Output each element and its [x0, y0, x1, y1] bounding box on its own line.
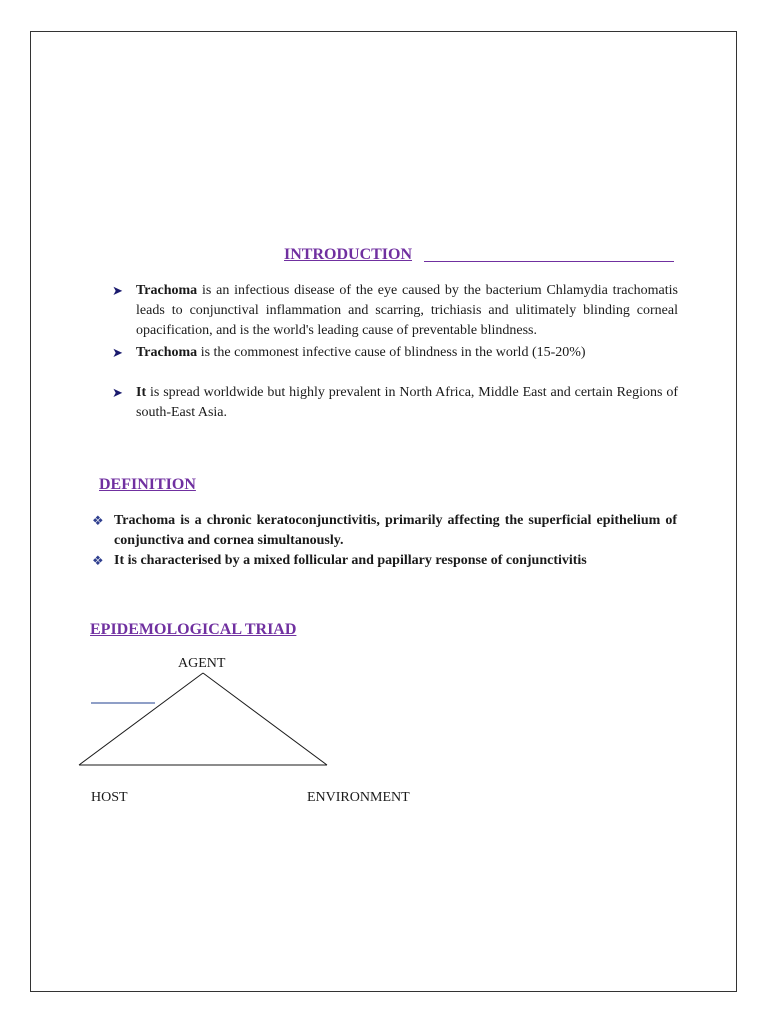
- triad-left-edge: [79, 673, 203, 765]
- definition-bullet-2-text: It is characterised by a mixed follicular and papillary response of conjunctivitis: [114, 553, 587, 568]
- intro-bullet-3-text: is spread worldwide but highly prevalent in North Africa, Middle East and certain Regions of south-East Asia.: [136, 385, 678, 420]
- arrow-bullet-icon: ➤: [112, 283, 123, 298]
- arrow-bullet-icon: ➤: [112, 385, 123, 400]
- definition-heading: DEFINITION: [99, 476, 196, 493]
- intro-bullet-2-lead: Trachoma: [136, 345, 198, 360]
- introduction-heading: INTRODUCTION: [284, 246, 413, 263]
- intro-bullet-3-lead: It: [136, 385, 147, 400]
- diamond-bullet-icon: ❖: [92, 553, 104, 568]
- intro-bullet-1-lead: Trachoma: [136, 283, 198, 298]
- triad-heading: EPIDEMOLOGICAL TRIAD: [90, 621, 297, 638]
- diamond-bullet-icon: ❖: [92, 513, 104, 528]
- triad-right-edge: [203, 673, 327, 765]
- intro-bullet-2-text: is the commonest infective cause of blindness in the world (15-20%): [197, 345, 586, 360]
- arrow-bullet-icon: ➤: [112, 345, 123, 360]
- definition-bullet-1-text: Trachoma is a chronic keratoconjunctivitis, primarily affecting the superficial epithelium of conjunctiva and cornea simultanously.: [114, 513, 677, 548]
- triad-agent-label: AGENT: [178, 656, 226, 671]
- triad-host-label: HOST: [91, 790, 128, 805]
- triad-environment-label: ENVIRONMENT: [307, 790, 410, 805]
- intro-bullet-1-text: is an infectious disease of the eye caused by the bacterium Chlamydia trachomatis leads to conjunctival inflammation and scarring, trichiasis and ulitimately blinding corneal opacification, and is the world's leading cause of preventable blindness.: [136, 283, 678, 338]
